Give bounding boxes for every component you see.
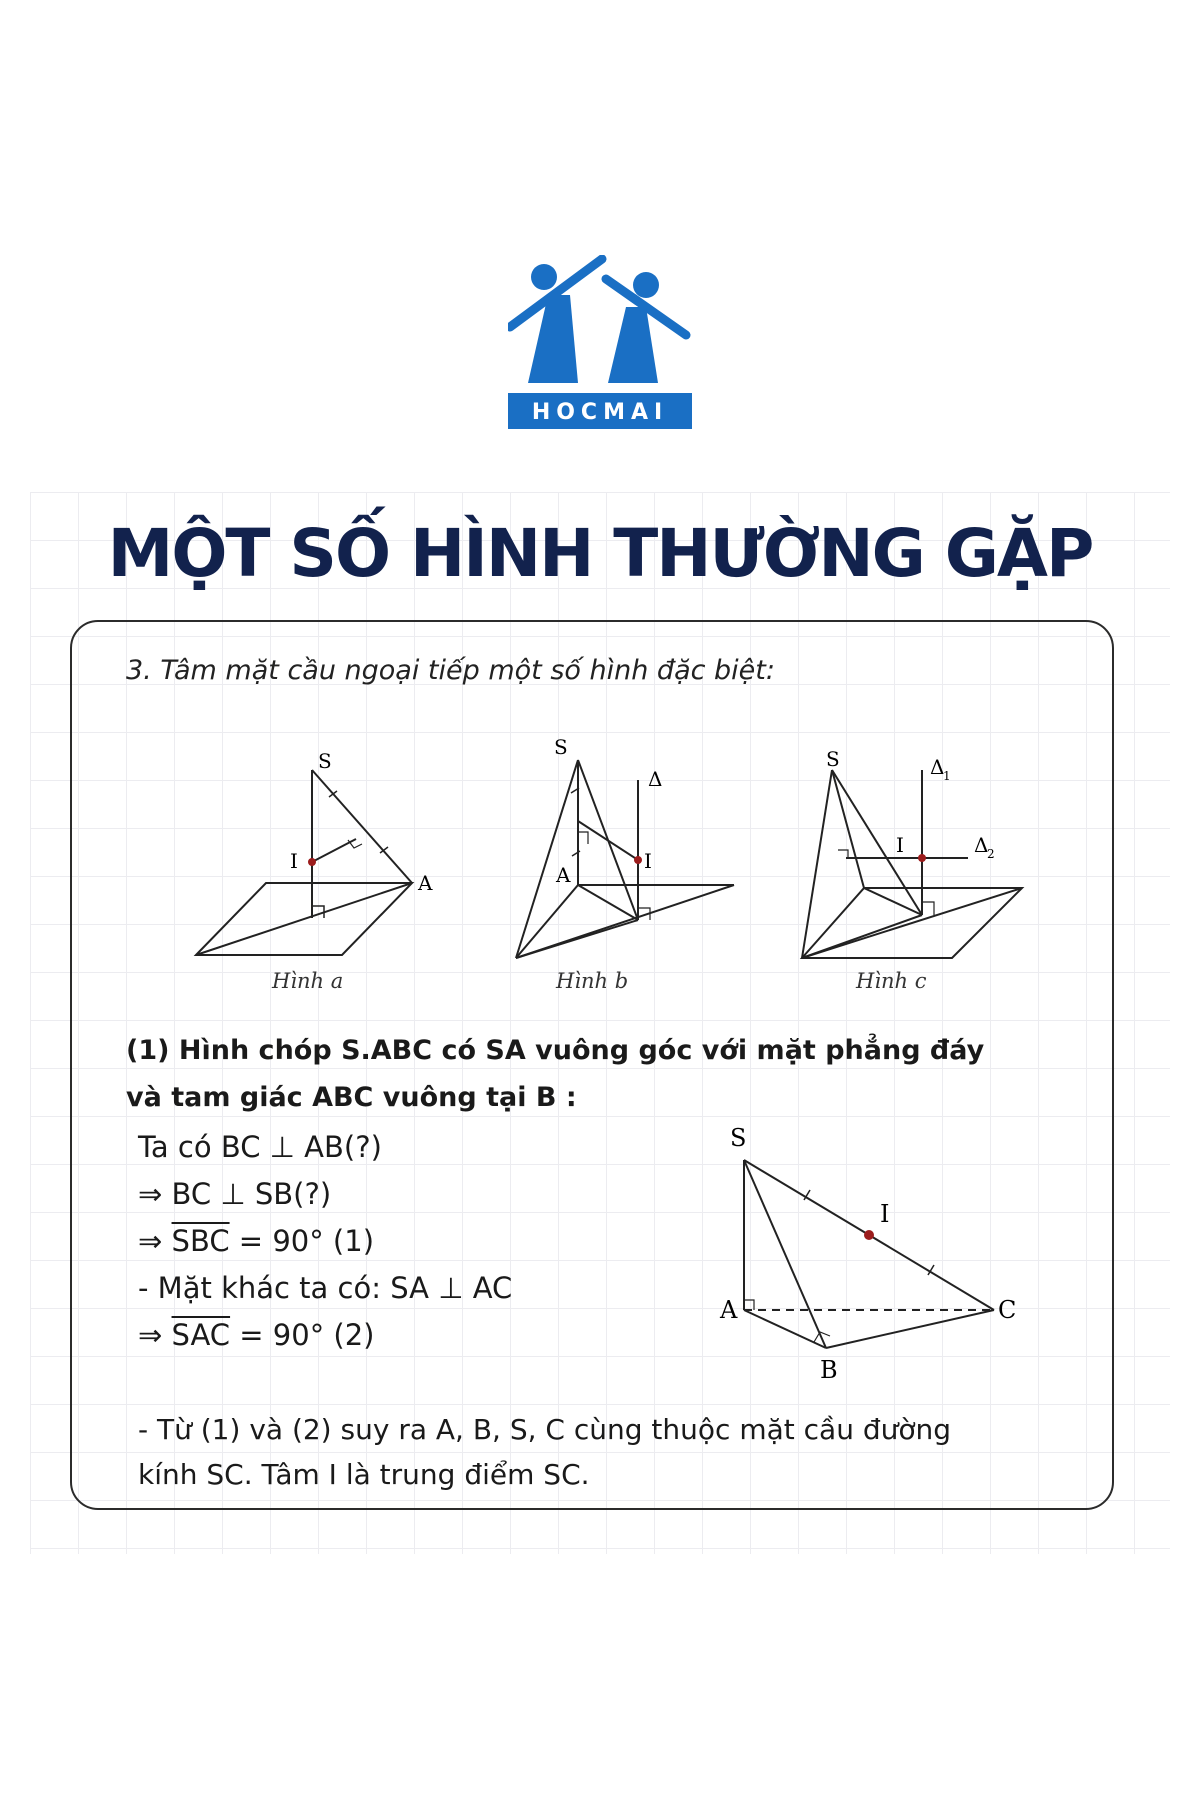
derivation-line-2	[138, 1177, 331, 1211]
case1-heading-line1: (1) Hình chóp S.ABC có SA vuông góc với mặt phẳng đáy	[126, 1035, 985, 1066]
label-s: S	[826, 747, 840, 771]
conclusion-line1: - Từ (1) và (2) suy ra A, B, S, C cùng thuộc mặt cầu đường	[138, 1413, 952, 1446]
derivation-line-3	[138, 1224, 374, 1258]
label-delta2-sub: 2	[987, 847, 995, 861]
figure-a-caption: Hình a	[272, 969, 344, 993]
label-delta1: Δ	[930, 755, 945, 779]
section-heading: 3. Tâm mặt cầu ngoại tiếp một số hình đặc biệt:	[126, 655, 775, 686]
label-delta1-sub: 1	[943, 769, 951, 783]
hocmai-logo	[508, 255, 692, 435]
figure-b	[510, 730, 750, 974]
pyramid-figure	[720, 1120, 1020, 1394]
figure-c-caption: Hình c	[856, 969, 927, 993]
derivation-line-1	[138, 1130, 382, 1164]
derivation-line-4	[138, 1271, 512, 1305]
label-i: I	[896, 833, 904, 857]
angle-sbc: $\overline{SBC}$	[171, 1224, 230, 1258]
label-s: S	[730, 1124, 747, 1152]
page-title: MỘT SỐ HÌNH THƯỜNG GẶP	[107, 515, 1093, 592]
line-rest: = 90° (1)	[229, 1224, 375, 1258]
line-prefix: Ta có	[138, 1130, 221, 1164]
line-expr: BC ⊥ AB(?)	[220, 1130, 382, 1164]
label-a: A	[556, 863, 571, 887]
angle-sac: $\overline{SAC}$	[171, 1318, 231, 1352]
label-i: I	[644, 849, 652, 873]
line-prefix: ⇒	[138, 1318, 172, 1352]
line-expr: BC ⊥ SB(?)	[171, 1177, 332, 1211]
line-rest: = 90° (2)	[230, 1318, 375, 1352]
label-delta2: Δ	[974, 833, 989, 857]
line-prefix: ⇒	[138, 1224, 172, 1258]
figure-b-caption: Hình b	[556, 969, 629, 993]
line-expr: SA ⊥ AC	[390, 1271, 513, 1305]
label-delta: Δ	[648, 767, 663, 791]
label-b: B	[820, 1356, 838, 1384]
line-prefix: ⇒	[138, 1177, 172, 1211]
label-c: C	[998, 1296, 1017, 1324]
conclusion-line2: kính SC. Tâm I là trung điểm SC.	[138, 1458, 590, 1491]
figure-c	[796, 747, 1036, 974]
label-i: I	[880, 1200, 890, 1228]
label-s: S	[318, 749, 332, 773]
label-a: A	[720, 1296, 738, 1324]
logo-text: HOCMAI	[531, 400, 669, 425]
label-i: I	[290, 849, 298, 873]
label-a: A	[418, 871, 433, 895]
label-s: S	[554, 735, 568, 759]
derivation-line-5	[138, 1318, 375, 1352]
line-prefix: - Mặt khác ta có:	[138, 1271, 391, 1305]
figure-a	[190, 740, 433, 974]
case1-heading-line2: và tam giác ABC vuông tại B :	[126, 1082, 577, 1113]
